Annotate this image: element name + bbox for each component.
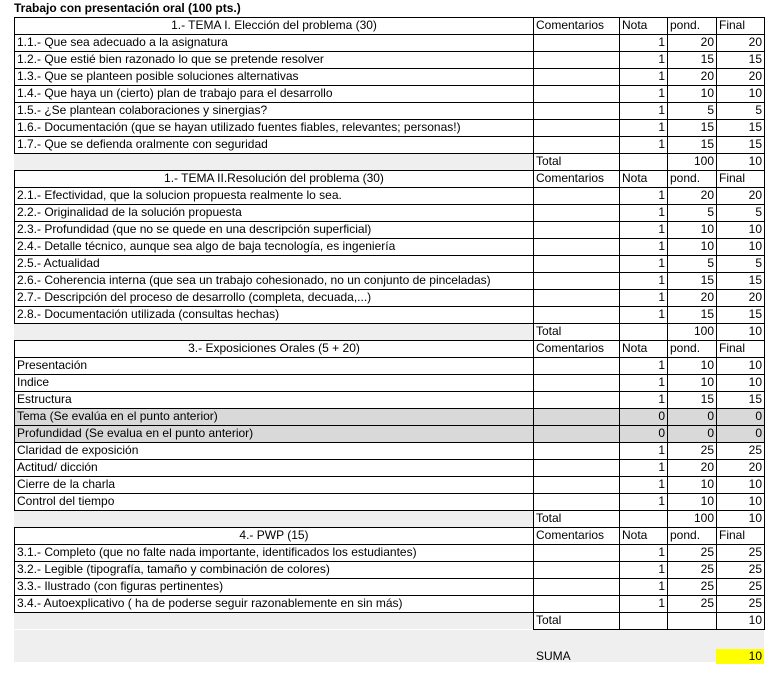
final-cell: 5 [755,103,762,117]
pond-cell: 5 [707,103,714,117]
summary-gap [14,630,764,662]
section-heading: 4.- PWP (15) [239,528,309,542]
grid-line [14,340,15,511]
criterion-label: 3.2.- Legible (tipografía, tamaño y combinación de colores) [17,562,330,576]
final-cell: 15 [748,392,762,406]
col-header-pond: pond. [670,18,701,32]
pond-cell: 20 [700,69,714,83]
pond-cell: 10 [700,86,714,100]
criterion-label: Control del tiempo [17,494,115,508]
final-cell: 20 [748,35,762,49]
criterion-label: 1.3.- Que se planteen posible soluciones alternativas [17,69,299,83]
pond-cell: 15 [700,307,714,321]
pond-cell: 15 [700,137,714,151]
pond-cell: 10 [700,477,714,491]
total-pond: 100 [693,154,714,168]
grid-line [764,527,765,630]
nota-cell[interactable]: 1 [658,460,665,474]
comentarios-cell[interactable] [534,35,619,51]
comentarios-cell[interactable] [534,375,619,391]
total-pond: 100 [693,324,714,338]
comentarios-cell[interactable] [534,409,619,425]
criterion-label: Estructura [17,392,72,406]
pond-cell: 5 [707,256,714,270]
criterion-label: 1.6.- Documentación (que se hayan utilizado fuentes fiables, relevantes; personas!) [17,120,461,134]
criterion-label: Presentación [17,358,88,372]
comentarios-cell[interactable] [534,545,619,561]
grid-line [14,17,765,18]
comentarios-cell[interactable] [534,256,619,272]
grid-line [716,340,717,527]
nota-cell[interactable]: 1 [658,86,665,100]
col-header-pond: pond. [670,341,701,355]
final-cell: 15 [748,137,762,151]
nota-cell[interactable]: 1 [658,562,665,576]
final-cell: 15 [748,52,762,66]
criterion-label: Tema (Se evalúa en el punto anterior) [17,409,218,423]
col-header-pond: pond. [670,171,701,185]
pond-cell: 10 [700,375,714,389]
criterion-label: 3.4.- Autoexplicativo ( ha de poderse seguir razonablemente en sin más) [17,596,403,610]
final-cell: 10 [748,358,762,372]
grid-line [533,17,534,170]
nota-cell[interactable]: 1 [658,596,665,610]
criterion-label: Claridad de exposición [17,443,139,457]
criterion-label: 1.5.- ¿Se plantean colaboraciones y sinergias? [17,103,268,117]
final-cell: 20 [748,69,762,83]
final-cell: 25 [748,579,762,593]
comentarios-cell[interactable] [534,494,619,510]
comentarios-cell[interactable] [534,460,619,476]
comentarios-cell[interactable] [534,477,619,493]
pond-cell: 15 [700,120,714,134]
nota-cell[interactable]: 1 [658,35,665,49]
final-cell: 5 [755,205,762,219]
comentarios-cell[interactable] [534,205,619,221]
criterion-label: 2.2.- Originalidad de la solución propuesta [17,205,242,219]
final-cell: 20 [748,188,762,202]
total-row-gap [14,613,533,629]
comentarios-cell[interactable] [534,273,619,289]
grid-line [14,170,765,171]
comentarios-cell[interactable] [534,392,619,408]
nota-cell[interactable]: 1 [658,52,665,66]
col-header-nota: Nota [622,528,648,542]
col-header-comentarios: Comentarios [536,171,605,185]
col-header-comentarios: Comentarios [536,528,605,542]
nota-cell[interactable]: 1 [658,477,665,491]
nota-cell[interactable]: 0 [658,409,665,423]
criterion-label: Actitud/ dicción [17,460,98,474]
criterion-label: 2.4.- Detalle técnico, aunque sea algo de baja tecnología, es ingeniería [17,239,396,253]
pond-cell: 25 [700,443,714,457]
grid-line [716,170,717,340]
grid-line [533,170,534,340]
nota-cell[interactable]: 1 [658,137,665,151]
pond-cell: 0 [707,409,714,423]
comentarios-cell[interactable] [534,188,619,204]
grid-line [533,340,534,527]
suma-value: 10 [748,649,762,663]
criterion-label: 2.8.- Documentación utilizada (consultas hechas) [17,307,280,321]
criterion-label: 2.6.- Coherencia interna (que sea un trabajo cohesionado, no un conjunto de pinceladas) [17,273,491,287]
nota-cell[interactable]: 1 [658,188,665,202]
criterion-label: 1.4.- Que haya un (cierto) plan de trabajo para el desarrollo [17,86,333,100]
final-cell: 15 [748,120,762,134]
total-label: Total [536,324,562,338]
criterion-label: 3.3.- Ilustrado (con figuras pertinentes) [17,579,224,593]
criterion-label: 2.5.- Actualidad [17,256,100,270]
nota-cell[interactable]: 1 [658,205,665,219]
total-pond [668,613,716,629]
nota-cell[interactable]: 0 [658,426,665,440]
pond-cell: 25 [700,545,714,559]
pond-cell: 20 [700,35,714,49]
final-cell: 20 [748,290,762,304]
comentarios-cell[interactable] [534,239,619,255]
final-cell: 25 [748,596,762,610]
nota-cell[interactable]: 1 [658,120,665,134]
nota-cell[interactable]: 1 [658,103,665,117]
final-cell: 0 [755,409,762,423]
final-cell: 15 [748,273,762,287]
grid-line [14,527,15,613]
comentarios-cell[interactable] [534,290,619,306]
total-row-gap [14,511,533,527]
nota-cell[interactable]: 1 [658,239,665,253]
col-header-final: Final [719,528,746,542]
grid-line [14,612,534,613]
comentarios-cell[interactable] [534,579,619,595]
col-header-pond: pond. [670,528,701,542]
pond-cell: 10 [700,358,714,372]
criterion-label: Cierre de la charla [17,477,116,491]
pond-cell: 10 [700,222,714,236]
comentarios-cell[interactable] [534,358,619,374]
grid-line [619,170,620,340]
total-pond: 100 [693,511,714,525]
grid-line [716,527,717,629]
grid-line [764,170,765,341]
pond-cell: 0 [707,426,714,440]
final-cell: 25 [748,545,762,559]
grid-line [764,340,765,528]
criterion-label: Profundidad (Se evalua en el punto anterior) [17,426,254,440]
sheet-title: Trabajo con presentación oral (100 pts.) [14,1,241,15]
grid-line [14,17,15,154]
final-cell: 25 [748,443,762,457]
grid-line [667,170,668,340]
pond-cell: 15 [700,273,714,287]
nota-cell[interactable]: 1 [658,375,665,389]
nota-cell[interactable]: 1 [658,69,665,83]
nota-cell[interactable]: 1 [658,307,665,321]
pond-cell: 25 [700,562,714,576]
total-label: Total [536,511,562,525]
col-header-comentarios: Comentarios [536,18,605,32]
total-final: 10 [748,324,762,338]
criterion-label: 3.1.- Completo (que no falte nada importante, identificados los estudiantes) [17,545,417,559]
final-cell: 0 [755,426,762,440]
grid-line [619,340,620,527]
col-header-final: Final [719,18,746,32]
grid-line [14,527,765,528]
total-label: Total [536,154,562,168]
final-cell: 20 [748,460,762,474]
final-cell: 10 [748,477,762,491]
comentarios-cell[interactable] [534,222,619,238]
comentarios-cell[interactable] [534,426,619,442]
grid-line [619,17,620,170]
final-cell: 10 [748,222,762,236]
criterion-label: Indice [17,375,50,389]
pond-cell: 25 [700,579,714,593]
comentarios-cell[interactable] [534,52,619,68]
nota-cell[interactable]: 1 [658,392,665,406]
nota-cell[interactable]: 1 [658,545,665,559]
pond-cell: 20 [700,460,714,474]
nota-cell[interactable]: 1 [658,222,665,236]
total-final: 10 [748,154,762,168]
final-cell: 10 [748,239,762,253]
pond-cell: 15 [700,392,714,406]
pond-cell: 10 [700,239,714,253]
comentarios-cell[interactable] [534,69,619,85]
total-row-gap [14,154,533,170]
col-header-nota: Nota [622,341,648,355]
grid-line [716,17,717,170]
col-header-final: Final [719,341,746,355]
pond-cell: 20 [700,290,714,304]
grid-line [619,527,620,629]
comentarios-cell[interactable] [534,120,619,136]
grid-line [533,527,534,629]
col-header-nota: Nota [622,171,648,185]
final-cell: 15 [748,307,762,321]
pond-cell: 10 [700,494,714,508]
criterion-label: 2.7.- Descripción del proceso de desarrollo (completa, decuada,...) [17,290,372,304]
nota-cell[interactable]: 1 [658,273,665,287]
grid-line [764,17,765,171]
criterion-label: 1.2.- Que estié bien razonado lo que se pretende resolver [17,52,324,66]
total-final: 10 [748,511,762,525]
comentarios-cell[interactable] [534,307,619,323]
comentarios-cell[interactable] [534,103,619,119]
col-header-comentarios: Comentarios [536,341,605,355]
final-cell: 10 [748,86,762,100]
section-heading: 3.- Exposiciones Orales (5 + 20) [188,341,360,355]
pond-cell: 5 [707,205,714,219]
grid-line [14,340,765,341]
comentarios-cell[interactable] [534,596,619,612]
col-header-nota: Nota [622,18,648,32]
nota-cell[interactable]: 1 [658,358,665,372]
pond-cell: 25 [700,596,714,610]
criterion-label: 1.1.- Que sea adecuado a la asignatura [17,35,228,49]
final-cell: 5 [755,256,762,270]
criterion-label: 1.7.- Que se defienda oralmente con seguridad [17,137,268,151]
nota-cell[interactable]: 1 [658,494,665,508]
final-cell: 10 [748,375,762,389]
suma-label: SUMA [536,649,571,663]
comentarios-cell[interactable] [534,443,619,459]
total-label: Total [536,613,562,627]
comentarios-cell[interactable] [534,86,619,102]
grid-line [667,340,668,527]
nota-cell[interactable]: 1 [658,579,665,593]
pond-cell: 15 [700,52,714,66]
comentarios-cell[interactable] [534,562,619,578]
grid-line [667,527,668,629]
nota-cell[interactable]: 1 [658,443,665,457]
nota-cell[interactable]: 1 [658,290,665,304]
comentarios-cell[interactable] [534,137,619,153]
section-heading: 1.- TEMA II.Resolución del problema (30) [164,171,384,185]
final-cell: 25 [748,562,762,576]
nota-cell[interactable]: 1 [658,256,665,270]
pond-cell: 20 [700,188,714,202]
criterion-label: 2.3.- Profundidad (que no se quede en una descripción superficial) [17,222,372,236]
grid-line [14,170,15,324]
grid-line [667,17,668,170]
final-cell: 10 [748,494,762,508]
total-final: 10 [748,613,762,627]
criterion-label: 2.1.- Efectividad, que la solucion propuesta realmente lo sea. [17,188,342,202]
total-row-gap [14,324,533,340]
col-header-final: Final [719,171,746,185]
section-heading: 1.- TEMA I. Elección del problema (30) [171,18,377,32]
